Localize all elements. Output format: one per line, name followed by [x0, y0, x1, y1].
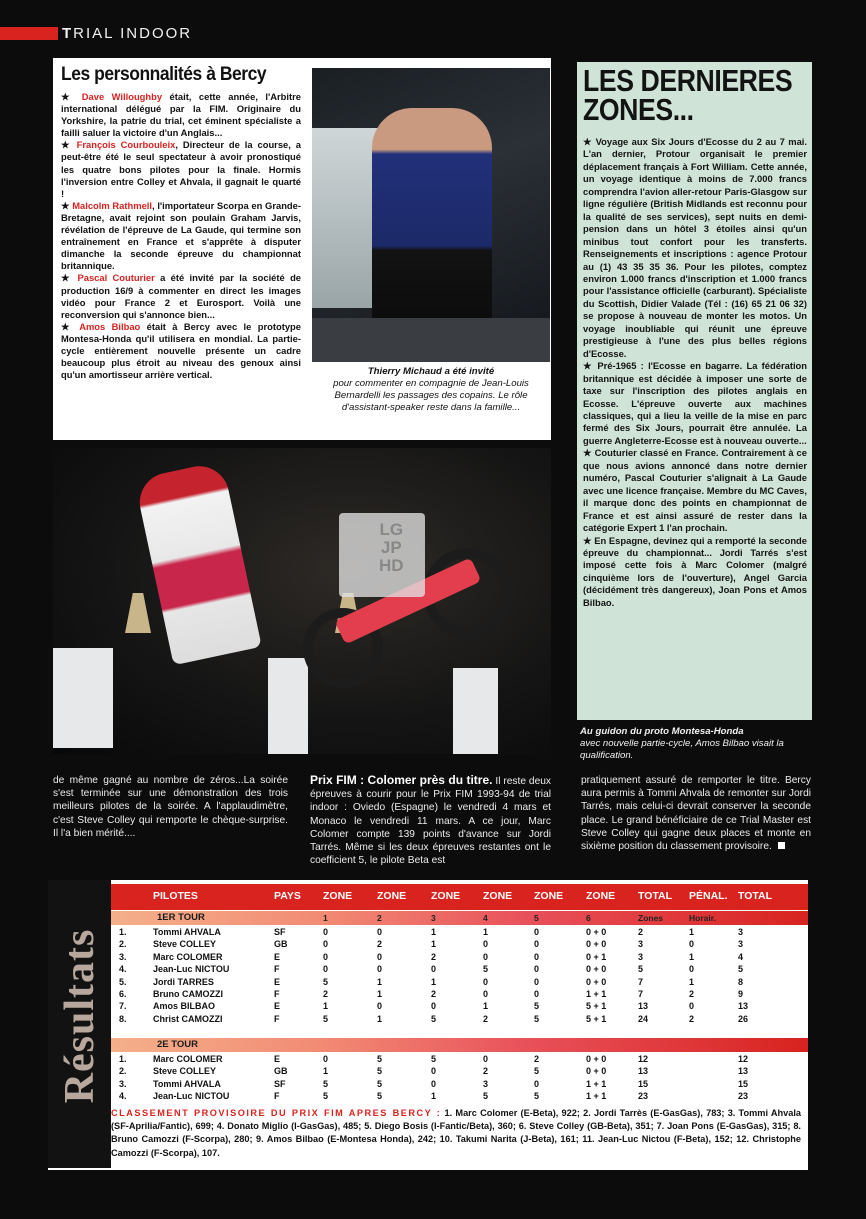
- table-cell: 0: [483, 951, 489, 962]
- zones-paragraph: ★ Pré-1965 : l'Ecosse en bagarre. La fédération britannique est décidée à imposer une sorte de taxe sur l'inscription des pilotes anglais en Ecosse. L'épreuve ouverte aux machines classiques, qui a lieu la veille de la mise en parc fermé des Six Jours, pourrait être annulée. La guerre Angleterre-Ecosse est à nouveau ouverte...: [583, 360, 807, 446]
- results-vertical-title: Résultats: [57, 928, 103, 1104]
- table-cell: 1 + 1: [586, 989, 607, 999]
- table-cell: F: [274, 1013, 280, 1024]
- table-cell: 8: [738, 976, 744, 987]
- column-header: ZONE: [586, 890, 616, 902]
- zone-number-label: Zones: [638, 913, 664, 923]
- table-row: [111, 1079, 808, 1091]
- table-cell: 0: [377, 1001, 383, 1012]
- personalities-text: [61, 62, 301, 381]
- table-cell: 5: [377, 1078, 383, 1089]
- personalities-title: Les personnalités à Bercy: [61, 64, 267, 85]
- table-cell: GB: [274, 939, 288, 950]
- table-cell: 3.: [119, 1078, 127, 1089]
- table-cell: 1: [377, 1013, 383, 1024]
- zones-paragraph: ★ Couturier classé en France. Contrairement à ce que nous avions annoncé dans notre dernier numéro, Pascal Couturier s'alignait à La Gaude avec une licence française. Membre du MC Caves, il marque donc des points en championnat de France et est ainsi assuré de rester dans la catégorie Expert 1 l'an prochain.: [583, 447, 807, 534]
- zones-text: [583, 136, 807, 609]
- table-cell: 5: [534, 1013, 540, 1024]
- table-cell: 5: [638, 964, 644, 975]
- personalities-box: [53, 58, 551, 440]
- table-cell: E: [274, 1001, 281, 1012]
- table-cell: Steve COLLEY: [153, 939, 217, 950]
- table-cell: 4.: [119, 964, 127, 975]
- table-cell: Tommi AHVALA: [153, 927, 221, 937]
- person-name: Dave Willoughby: [81, 91, 163, 102]
- table-cell: 5: [323, 1078, 329, 1089]
- table-cell: 2: [431, 951, 437, 962]
- tour-label: 2E TOUR: [157, 1039, 199, 1050]
- column-header: ZONE: [483, 890, 513, 902]
- table-cell: 15: [638, 1078, 649, 1089]
- table-cell: 3: [638, 951, 644, 962]
- table-cell: 1: [483, 927, 489, 937]
- table-cell: 5: [483, 1091, 489, 1102]
- table-cell: 12: [738, 1054, 749, 1064]
- table-cell: 2: [689, 1013, 695, 1024]
- article-column-1: de même gagné au nombre de zéros...La soirée s'est terminée sur une démonstration des trois meilleurs pilotes de la soirée. A l'applaudimètre, c'est Steve Colley qui remporte le chèque-surprise. Il l'a bien mérité....: [53, 775, 288, 839]
- table-cell: 5: [483, 964, 489, 975]
- classement-provisoire: CLASSEMENT PROVISOIRE DU PRIX FIM APRES BERCY : 1. Marc Colomer (E-Beta), 922; 2. Jordi Tarrès (E-GasGas), 783; 3. Tommi Ahvala (SF-Aprilia/Fantic), 699; 4. Donato Miglio (I-GasGas), 485; 5. Diego Bosis (I-Fantic/Beta), 360; 6. Steve Colley (GB-Beta), 351; 7. Joan Pons (E-GasGas), 315; 8. Bruno Camozzi (F-Scorpa), 280; 9. Amos Bilbao (E-Montesa Honda), 242; 10. Takumi Narita (J-Beta), 161; 11. Jean-Luc Nictou (F-Beta), 152; 12. Christophe Camozzi (F-Scorpa), 107.: [111, 1108, 801, 1158]
- zones-title: LES DERNIERES ZONES...: [583, 63, 793, 127]
- table-row: [111, 977, 808, 989]
- table-cell: 5: [377, 1091, 383, 1102]
- table-row: [111, 952, 808, 964]
- thierry-michaud-photo: [312, 68, 550, 362]
- personality-item: ★ François Courbouleix, Directeur de la course, a peut-être été le seul spectateur à avoir pronostiqué les quatre bons pilotes pour la finale. Hormis l'inversion entre Colley et Ahvala, il gagnait le quarté !: [61, 139, 301, 199]
- column-header: TOTAL: [738, 890, 773, 902]
- person-name: Malcolm Rathmell: [72, 199, 153, 211]
- table-cell: 0: [431, 1066, 437, 1077]
- table-cell: Amos BILBAO: [153, 1001, 216, 1012]
- table-cell: 0 + 0: [586, 1066, 607, 1077]
- subheading: Prix FIM : Colomer près du titre.: [310, 773, 493, 787]
- table-cell: 3: [738, 927, 744, 937]
- table-row: [111, 939, 808, 951]
- table-cell: 0: [483, 976, 489, 987]
- table-cell: 0: [689, 939, 695, 950]
- column-header: ZONE: [431, 890, 461, 902]
- table-cell: 0: [377, 951, 383, 962]
- table-cell: GB: [274, 1066, 288, 1077]
- table-cell: 6.: [119, 989, 127, 999]
- photo-caption: Thierry Michaud a été invité pour commenter en compagnie de Jean-Louis Bernardelli les passages des copains. Le rôle d'assistant-speaker reste dans la famille...: [333, 366, 529, 413]
- table-cell: 2: [689, 989, 695, 999]
- column-header: PAYS: [274, 890, 301, 902]
- photo-caption: Au guidon du proto Montesa-Honda avec nouvelle partie-cycle, Amos Bilbao visait la qualification.: [580, 726, 784, 761]
- table-cell: 1: [689, 927, 695, 937]
- table-cell: 0: [377, 964, 383, 975]
- table-row: [111, 1054, 808, 1066]
- article-column-3: pratiquement assuré de remporter le titre. Bercy aura permis à Tommi Ahvala de remonter sur Jordi Tarrés, mais celui-ci devrait conserver la seconde place. Le grand bénéficiaire de ce Trial Master est Steve Colley qui gagne deux places et monte en sixième position du classement provisoire.: [581, 775, 811, 853]
- table-cell: 0: [323, 951, 329, 962]
- table-cell: 5: [323, 1091, 329, 1102]
- table-cell: 0: [689, 1001, 695, 1012]
- table-cell: 5 + 1: [586, 1001, 607, 1012]
- table-cell: 0: [323, 1054, 329, 1064]
- table-cell: 5: [738, 964, 744, 975]
- table-cell: 0 + 0: [586, 976, 607, 987]
- table-cell: 0 + 0: [586, 964, 607, 975]
- table-cell: Marc COLOMER: [153, 951, 223, 962]
- table-cell: 1: [323, 1066, 329, 1077]
- table-cell: 7: [638, 976, 644, 987]
- table-cell: 4: [738, 951, 744, 962]
- table-cell: 9: [738, 989, 744, 999]
- table-cell: E: [274, 951, 281, 962]
- table-cell: 0: [534, 989, 540, 999]
- table-cell: 0: [534, 939, 540, 950]
- table-cell: 1: [431, 939, 437, 950]
- table-cell: 5: [431, 1054, 437, 1064]
- table-cell: 0: [534, 951, 540, 962]
- table-cell: 0: [377, 927, 383, 937]
- table-cell: 0: [689, 964, 695, 975]
- zones-paragraph: ★ Voyage aux Six Jours d'Ecosse du 2 au 7 mai. L'an dernier, Protour organisait le premier déplacement français à Fort William. Cette année, un voyage identique à moins de 7.000 francs comprendra l'avion aller-retour Paris-Glasgow sur ligne régulière (British Midlands est reconnu pour la qualité de ses services), sept nuits en demi-pension dans un hôtel 3 étoiles ainsi qu'un minibus tout confort pour les transferts. Renseignements et inscriptions : agence Protour au (1) 43 35 35 36. Pour les pilotes, comptez environ 1.000 francs d'inscription et 1.000 francs pour l'assistance officielle (carburant). Spécialiste du Scottish, Didier Valade (Tél : (16) 65 21 06 32) se propose à nouveau de monter les motos. Un voyage inoubliable qui réunit une épreuve prestigieuse à l'une des plus belles régions d'Ecosse.: [583, 136, 807, 359]
- watermark-logo: [339, 513, 425, 597]
- table-cell: 3: [738, 939, 744, 950]
- table-cell: 0 + 0: [586, 927, 607, 937]
- zone-number-label: 5: [534, 913, 539, 923]
- personality-item: ★ Pascal Couturier a été invité par la société de production 16/9 à commenter en direct les images vidéo pour France 2 et Eurosport. Voilà une reconversion qui s'annonce bien...: [61, 272, 302, 320]
- table-cell: 5 + 1: [586, 1013, 607, 1024]
- table-cell: 1: [689, 951, 695, 962]
- table-cell: 5: [377, 1054, 383, 1064]
- table-cell: 0: [534, 1078, 540, 1089]
- zone-number-label: 2: [377, 913, 382, 923]
- table-cell: 0: [323, 927, 329, 937]
- table-cell: 0: [534, 976, 540, 987]
- table-cell: Marc COLOMER: [153, 1054, 223, 1064]
- table-cell: 0 + 0: [586, 939, 607, 950]
- person-name: François Courbouleix: [76, 139, 176, 151]
- table-cell: 8.: [119, 1013, 127, 1024]
- table-cell: 1: [431, 1091, 437, 1102]
- table-cell: 5: [431, 1013, 437, 1024]
- section-title: TRIAL INDOOR: [62, 25, 193, 42]
- table-cell: 0: [483, 939, 489, 950]
- article-column-2: Prix FIM : Colomer près du titre. Il reste deux épreuves à courir pour le Prix FIM 1993-94 de trial indoor : Oviedo (Espagne) le vendredi 4 mars et Monaco le vendredi 11 mars. A ce jour, Marc Colomer compte 139 points d'avance sur Jordi Tarrés. Même si les deux épreuves restantes ont le coefficient 5, le pilote Beta est: [310, 773, 552, 867]
- dernieres-zones-box: [577, 62, 812, 720]
- table-cell: 1: [377, 989, 383, 999]
- table-cell: 0: [323, 964, 329, 975]
- table-cell: 1 + 1: [586, 1091, 607, 1102]
- table-cell: 0: [483, 1054, 489, 1064]
- table-cell: Jordi TARRES: [153, 976, 214, 987]
- zone-number-label: 6: [586, 913, 591, 923]
- table-cell: 1 + 1: [586, 1078, 607, 1089]
- tour1-band: [111, 911, 808, 925]
- table-cell: 2: [377, 939, 383, 950]
- table-cell: 5: [323, 1013, 329, 1024]
- table-cell: 0 + 1: [586, 951, 607, 962]
- table-cell: 5: [534, 1001, 540, 1012]
- table-cell: 2: [323, 989, 329, 999]
- results-table: [48, 880, 808, 1170]
- results-header-row: [111, 884, 808, 910]
- person-name: Pascal Couturier: [77, 272, 155, 284]
- table-cell: 23: [738, 1091, 749, 1102]
- tour2-band: [111, 1038, 808, 1052]
- table-cell: Christ CAMOZZI: [153, 1013, 223, 1024]
- table-cell: 0: [483, 989, 489, 999]
- table-cell: 12: [638, 1054, 649, 1064]
- zone-number-label: Horair.: [689, 913, 716, 923]
- table-row: [111, 927, 808, 939]
- table-cell: 23: [638, 1091, 649, 1102]
- table-row: [111, 1091, 808, 1103]
- personality-item: ★ Dave Willoughby était, cette année, l'Arbitre international délégué par la FIM. Originaire du Yorkshire, la patrie du trial, cet éminent spécialiste a failli saluer la victoire d'un Anglais...: [61, 91, 301, 139]
- table-cell: 5: [323, 976, 329, 987]
- table-cell: 3: [638, 939, 644, 950]
- table-cell: Jean-Luc NICTOU: [153, 1091, 230, 1102]
- table-cell: F: [274, 1091, 280, 1102]
- table-cell: 5: [534, 1066, 540, 1077]
- table-cell: 0: [431, 964, 437, 975]
- watermark-text: LG JP HD: [379, 520, 404, 575]
- column-header: ZONE: [534, 890, 564, 902]
- table-cell: 1: [323, 1001, 329, 1012]
- table-row: [111, 1066, 808, 1078]
- table-row: [111, 1014, 808, 1026]
- table-cell: 1: [377, 976, 383, 987]
- table-cell: SF: [274, 1078, 286, 1089]
- column-header: PILOTES: [153, 890, 198, 902]
- table-cell: 1: [431, 927, 437, 937]
- table-cell: 0: [534, 964, 540, 975]
- table-cell: E: [274, 976, 281, 987]
- table-cell: F: [274, 989, 280, 999]
- table-row: [111, 964, 808, 976]
- table-cell: Tommi AHVALA: [153, 1078, 221, 1089]
- column-header: TOTAL: [638, 890, 673, 902]
- table-cell: 13: [738, 1001, 749, 1012]
- zone-number-label: 1: [323, 913, 328, 923]
- table-cell: 26: [738, 1013, 749, 1024]
- table-cell: 0: [431, 1078, 437, 1089]
- table-cell: Steve COLLEY: [153, 1066, 217, 1077]
- table-cell: 5: [377, 1066, 383, 1077]
- table-cell: 1: [689, 976, 695, 987]
- zone-number-label: 3: [431, 913, 436, 923]
- amos-bilbao-action-photo: [53, 448, 551, 754]
- table-cell: E: [274, 1054, 281, 1064]
- personality-item: ★ Malcolm Rathmell, l'importateur Scorpa en Grande-Bretagne, avait rejoint son poulain Graham Jarvis, révélation de l'épreuve de La Gaude, qui termine son entraînement en France et s'apprête à disputer dimanche la seconde épreuve du championnat britannique.: [61, 199, 301, 272]
- table-cell: 1.: [119, 1054, 127, 1064]
- table-row: [111, 989, 808, 1001]
- table-cell: SF: [274, 927, 286, 937]
- table-row: [111, 1001, 808, 1013]
- table-cell: 1: [483, 1001, 489, 1012]
- table-cell: 2: [483, 1066, 489, 1077]
- end-mark: [778, 842, 785, 849]
- personality-item: ★ Amos Bilbao était à Bercy avec le prototype Montesa-Honda qu'il utilisera en mondial. La partie-cycle entièrement nouvelle présente un cadre beaucoup plus étroit au niveau des genoux ainsi qu'un amortisseur arrière vertical.: [61, 320, 301, 381]
- table-cell: 2: [431, 989, 437, 999]
- table-cell: 7: [638, 989, 644, 999]
- zone-number-label: 4: [483, 913, 488, 923]
- table-cell: 13: [638, 1066, 649, 1077]
- column-header: ZONE: [323, 890, 353, 902]
- table-cell: 2.: [119, 1066, 127, 1077]
- table-cell: Bruno CAMOZZI: [153, 989, 223, 999]
- tour-label: 1ER TOUR: [157, 912, 205, 923]
- table-cell: 0: [431, 1001, 437, 1012]
- table-cell: 1: [431, 976, 437, 987]
- table-cell: 0: [323, 939, 329, 950]
- table-cell: 13: [638, 1001, 649, 1012]
- table-cell: 24: [638, 1013, 649, 1024]
- table-cell: 3: [483, 1078, 489, 1089]
- zones-paragraph: ★ En Espagne, devinez qui a remporté la seconde épreuve du championnat... Jordi Tarrés s'est imposé cette fois à Marc Colomer (malgré cinquième lors de l'ouverture), Angel Garcia (décidément très dangereux), Joan Pons et Amos Bilbao.: [583, 534, 807, 608]
- table-cell: 4.: [119, 1091, 127, 1102]
- table-cell: Jean-Luc NICTOU: [153, 964, 230, 975]
- table-cell: F: [274, 964, 280, 975]
- table-cell: 5: [534, 1091, 540, 1102]
- column-header: PÉNAL.: [689, 890, 728, 902]
- table-cell: 1.: [119, 927, 127, 937]
- table-cell: 2: [534, 1054, 540, 1064]
- table-cell: 2: [483, 1013, 489, 1024]
- results-side-panel: [48, 880, 111, 1168]
- table-cell: 7.: [119, 1001, 127, 1012]
- table-cell: 13: [738, 1066, 749, 1077]
- table-cell: 15: [738, 1078, 749, 1089]
- table-cell: 0 + 0: [586, 1054, 607, 1064]
- table-cell: 3.: [119, 951, 127, 962]
- table-cell: 2: [638, 927, 644, 937]
- person-name: Amos Bilbao: [79, 320, 141, 332]
- section-color-bar: [0, 27, 58, 40]
- column-header: ZONE: [377, 890, 407, 902]
- table-cell: 5.: [119, 976, 127, 987]
- table-cell: 0: [534, 927, 540, 937]
- table-cell: 2.: [119, 939, 127, 950]
